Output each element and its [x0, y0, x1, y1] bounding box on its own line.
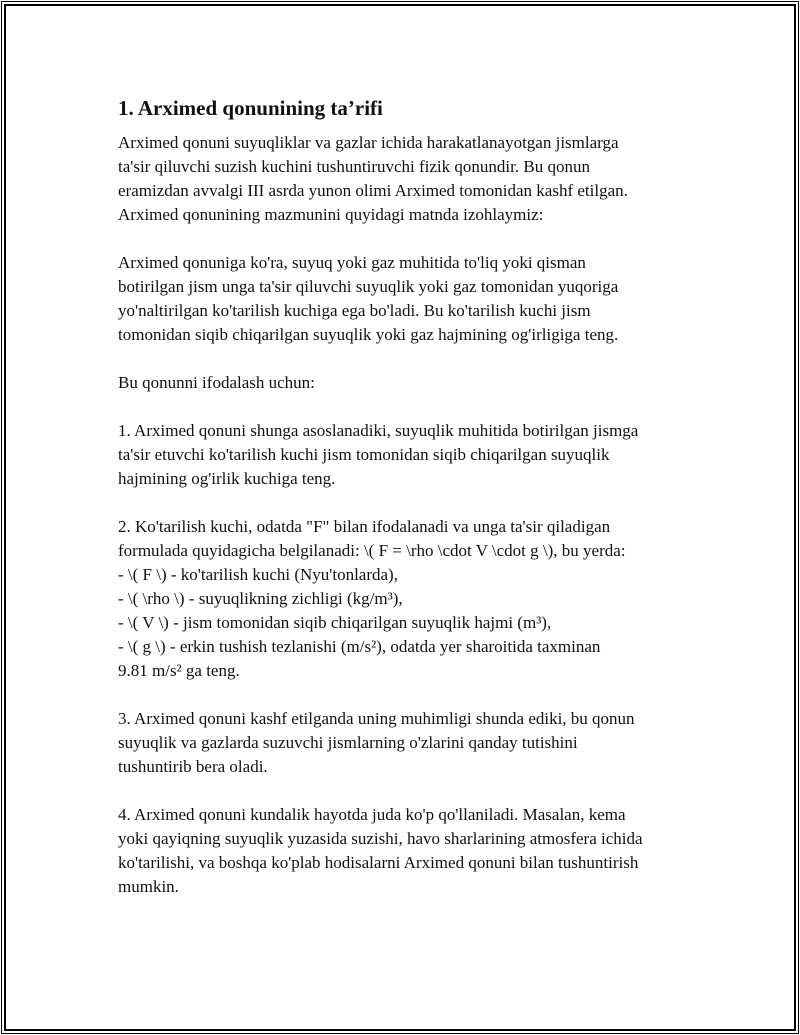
- list-item-1: 1. Arximed qonuni shunga asoslanadiki, suyuqlik muhitida botirilgan jismga ta'sir etuvchi ko'tarilish kuchi jism tomonidan siqib chiqarilgan suyuqlik hajmining og'irlik kuchiga teng.: [118, 421, 639, 488]
- document-body: [118, 95, 698, 899]
- list-item-4: 4. Arximed qonuni kundalik hayotda juda ko'p qo'llaniladi. Masalan, kema yoki qayiqning suyuqlik yuzasida suzishi, havo sharlarining atmosfera ichida ko'tarilishi, va boshqa ko'plab hodisalarni Arximed qonuni bilan tushuntirish mumkin.: [118, 805, 643, 896]
- document-title: 1. Arximed qonunining ta’rifi: [118, 96, 383, 120]
- paragraph-spacer: [118, 491, 698, 515]
- paragraph-spacer: [118, 227, 698, 251]
- list-item-3: 3. Arximed qonuni kashf etilganda uning muhimligi shunda ediki, bu qonun suyuqlik va gazlarda suzuvchi jismlarning o'zlarini qanday tutishini tushuntirib bera oladi.: [118, 709, 635, 776]
- paragraph-intro: Arximed qonuni suyuqliklar va gazlar ichida harakatlanayotgan jismlarga ta'sir qiluvchi suzish kuchini tushuntiruvchi fizik qonundir. Bu qonun eramizdan avvalgi III asrda yunon olimi Arximed tomonidan kashf etilgan. Arximed qonunining mazmunini quyidagi matnda izohlaymiz:: [118, 133, 628, 224]
- list-item-2-formula: 2. Ko'tarilish kuchi, odatda "F" bilan ifodalanadi va unga ta'sir qiladigan formulada quyidagicha belgilanadi: \( F = \rho \cdot V \cdot g \), bu yerda: - \( F \) - ko'tarilish kuchi (Nyu'tonlarda), - \( \rho \) - suyuqlikning zichligi (kg/m³), - \( V \) - jism tomonidan siqib chiqarilgan suyuqlik hajmi (m³), - \( g \) - erkin tushish tezlanishi (m/s²), odatda yer sharoitida taxminan 9.81 m/s² ga teng.: [118, 517, 626, 680]
- paragraph-lead-in: Bu qonunni ifodalash uchun:: [118, 373, 315, 392]
- paragraph-spacer: [118, 683, 698, 707]
- paragraph-spacer: [118, 779, 698, 803]
- paragraph-principle: Arximed qonuniga ko'ra, suyuq yoki gaz muhitida to'liq yoki qisman botirilgan jism unga ta'sir qiluvchi suyuqlik yoki gaz tomonidan yuqoriga yo'naltirilgan ko'tarilish kuchiga ega bo'ladi. Bu ko'tarilish kuchi jism tomonidan siqib chiqarilgan suyuqlik yoki gaz hajmining og'irligiga teng.: [118, 253, 619, 344]
- paragraph-spacer: [118, 395, 698, 419]
- paragraph-spacer: [118, 347, 698, 371]
